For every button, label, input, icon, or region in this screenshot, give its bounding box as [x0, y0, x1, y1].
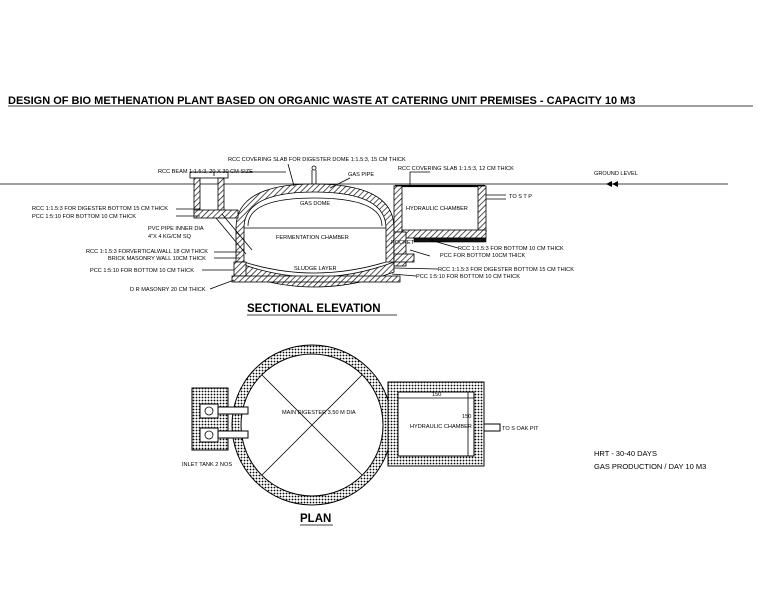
label-pcc-bottom-right: PCC FOR BOTTOM 10CM THICK [440, 253, 526, 259]
note-hrt: HRT - 30-40 DAYS [594, 449, 657, 458]
inlet-pipe-1 [218, 407, 248, 414]
digester-wall [236, 184, 394, 262]
label-main-digester: MAIN DIGESTER 3.50 M DIA [282, 410, 356, 416]
label-pcc-bottom: PCC 1:5:10 FOR BOTTOM 10 CM THICK [32, 214, 136, 220]
label-rcc-slab-dome: RCC COVERING SLAB FOR DIGESTER DOME 1:1.5:3, 15 CM THICK [228, 157, 406, 163]
label-rcc-bottom-right: RCC 1:1.5:3 FOR BOTTOM 10 CM THICK [458, 246, 564, 252]
label-ground-level: GROUND LEVEL [594, 171, 638, 177]
inlet-tank-2 [200, 428, 218, 442]
label-pocket: POCKET [391, 240, 415, 246]
soak-pit-pipe [484, 424, 500, 431]
inlet-pipe-2 [218, 431, 248, 438]
left-foundation [234, 262, 246, 276]
drawing-title: DESIGN OF BIO METHENATION PLANT BASED ON ORGANIC WASTE AT CATERING UNIT PREMISES - CAPACITY 10 M3 [8, 95, 636, 107]
inlet-chamber-base [194, 210, 238, 218]
label-rcc-slab-hydraulic: RCC COVERING SLAB 1:1.5:3, 12 CM THICK [398, 166, 514, 172]
hydraulic-chamber-base [402, 230, 486, 238]
label-rcc-beam: RCC BEAM 1:1.5:3, 20 X 30 CM SIZE [158, 169, 253, 175]
inlet-pipe [216, 214, 252, 254]
hydraulic-chamber-wall-right [478, 186, 486, 232]
inlet-chamber-wall-left [194, 178, 200, 212]
label-gas-dome: GAS DOME [300, 201, 331, 207]
label-pcc-bottom-left: PCC 1:5:10 FOR BOTTOM 10 CM THICK [90, 268, 194, 274]
label-rcc-digester-bottom-right: RCC 1:1.5:3 FOR DIGESTER BOTTOM 15 CM THICK [438, 267, 574, 273]
pocket-base [394, 254, 414, 262]
label-to-soak-pit: TO S OAK PIT [502, 426, 539, 432]
plan-heading: PLAN [300, 513, 332, 525]
label-pvc-pipe: PVC PIPE INNER DIA [148, 226, 204, 232]
label-pcc-bottom-right-2: PCC 1:5:10 FOR BOTTOM 10 CM THICK [416, 274, 520, 280]
label-to-stp: TO S T P [509, 194, 533, 200]
ground-level-marker [606, 181, 618, 187]
label-inlet-tank: INLET TANK 2 NOS [182, 462, 233, 468]
note-gas-production: GAS PRODUCTION / DAY 10 M3 [594, 462, 707, 471]
label-hydraulic-chamber: HYDRAULIC CHAMBER [406, 206, 468, 212]
label-hydraulic-chamber-plan: HYDRAULIC CHAMBER [410, 424, 472, 430]
label-rcc-digester-bottom: RCC 1:1.5:3 FOR DIGESTER BOTTOM 15 CM THICK [32, 206, 168, 212]
sectional-elevation [0, 157, 728, 315]
hydraulic-chamber-pcc [414, 238, 486, 242]
label-rcc-vertical-wall: RCC 1:1.5:3 FORVERTICALWALL 18 CM THICK [86, 249, 208, 255]
label-fermentation-chamber: FERMENTATION CHAMBER [276, 235, 349, 241]
gas-pipe-valve [312, 166, 316, 170]
sectional-elevation-heading: SECTIONAL ELEVATION [247, 303, 381, 315]
label-dr-masonry: D R MASONRY 20 CM THICK [130, 287, 206, 293]
label-gas-pipe: GAS PIPE [348, 172, 375, 178]
inlet-chamber-wall-right [218, 178, 224, 212]
label-pvc-pipe-spec: 4"X 4 KG/CM SQ [148, 234, 192, 240]
inlet-tank-1 [200, 404, 218, 418]
dim-width-label: 150 [432, 392, 442, 398]
label-sludge-layer: SLUDGE LAYER [294, 266, 337, 272]
hydraulic-chamber-wall-left [394, 186, 402, 232]
dim-height-label: 150 [462, 414, 472, 420]
gas-pipe [312, 170, 316, 184]
plan-view [182, 345, 539, 525]
label-brick-wall: BRICK MASONRY WALL 10CM THICK [108, 256, 206, 262]
left-base [232, 276, 400, 282]
